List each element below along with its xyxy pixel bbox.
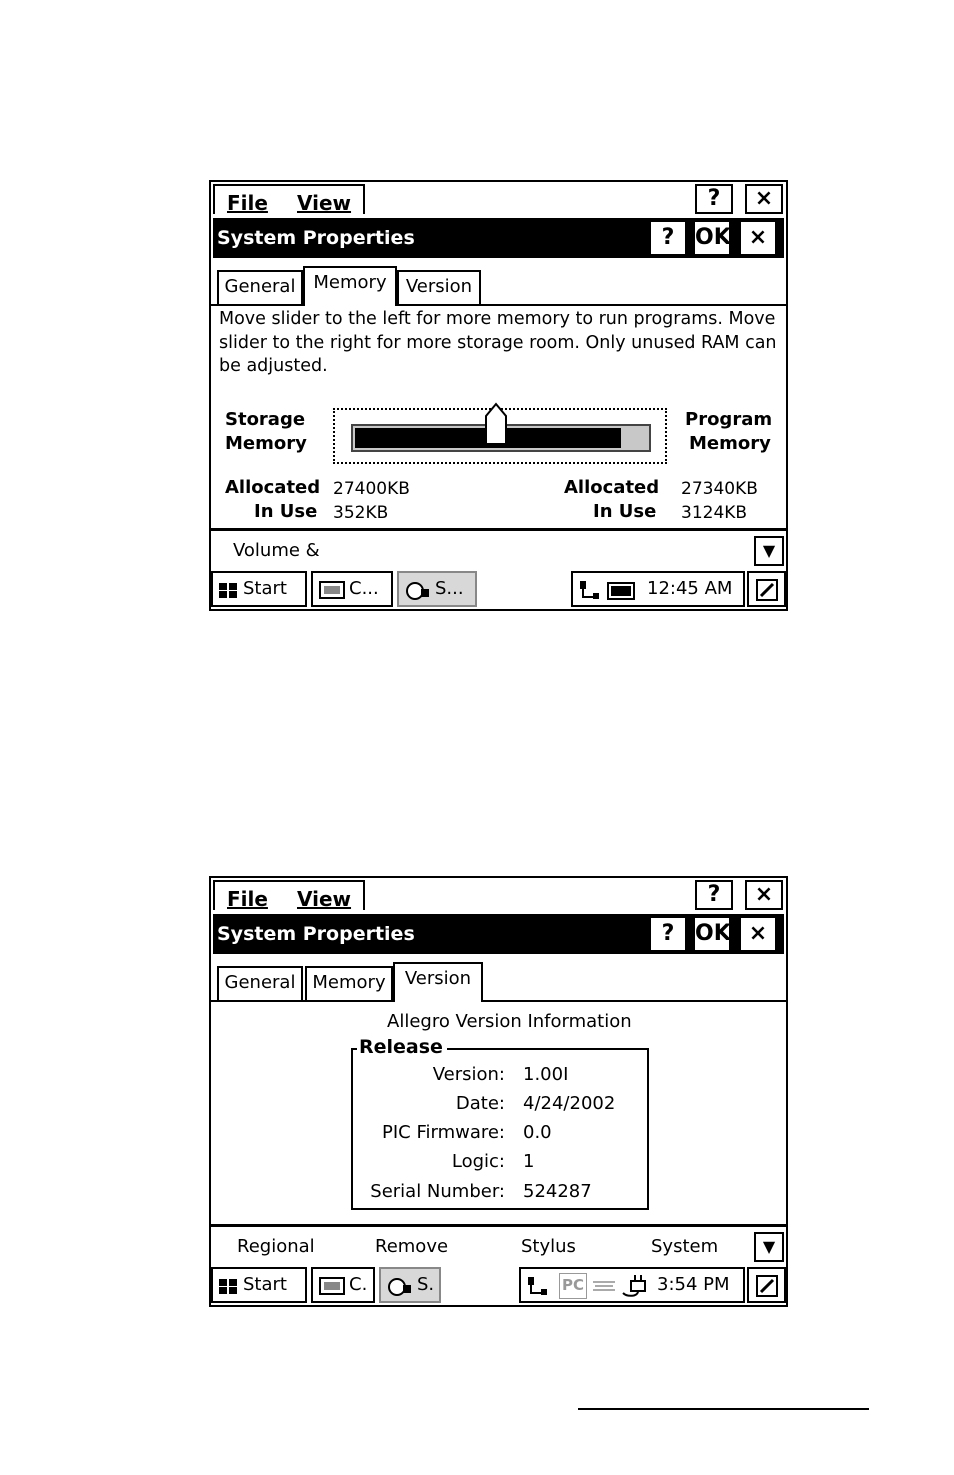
window-title: System Properties [217, 923, 415, 945]
menu-bar [211, 182, 786, 216]
desktop-button[interactable] [747, 1267, 786, 1303]
storage-allocated-label: Allocated [225, 477, 321, 498]
separator [211, 528, 786, 531]
menubar-close-button[interactable]: × [745, 184, 783, 214]
memory-description: Move slider to the left for more memory to run programs. Move slider to the right for more storage room. Only unused RAM can be adjusted. [219, 309, 777, 376]
pc-card-icon[interactable]: PC [559, 1273, 587, 1299]
taskbar-task-system[interactable] [397, 571, 477, 607]
version-value: 1.00I [523, 1064, 569, 1085]
taskbar-task-system[interactable] [379, 1267, 441, 1303]
memory-slider[interactable] [333, 408, 667, 464]
desktop-button[interactable] [747, 571, 786, 607]
command-bar [211, 532, 786, 568]
tab-strip [211, 962, 786, 1002]
storage-label-2: Memory [225, 433, 307, 454]
file-menu[interactable]: File [227, 191, 268, 215]
windows-flag-icon [217, 580, 239, 600]
start-button[interactable] [211, 1267, 307, 1303]
separator [211, 1224, 786, 1227]
clock: 12:45 AM [647, 578, 733, 599]
tab-version[interactable]: Version [393, 962, 483, 1002]
control-panel-icon [319, 1277, 345, 1295]
title-help-button[interactable]: ? [651, 918, 685, 950]
title-bar [213, 914, 784, 954]
taskbar [211, 569, 786, 609]
program-allocated-label: Allocated [564, 477, 660, 498]
tab-strip [211, 266, 786, 306]
windows-flag-icon [217, 1276, 239, 1296]
power-plug-icon[interactable] [621, 1273, 649, 1299]
command-bar [211, 1228, 786, 1264]
pic-firmware-value: 0.0 [523, 1122, 552, 1143]
task1-label: C... [349, 578, 379, 599]
program-inuse-value: 3124KB [681, 503, 748, 523]
memory-tab-screenshot [209, 180, 788, 611]
version-tab-screenshot [209, 876, 788, 1307]
taskbar [211, 1265, 786, 1305]
menu-group [213, 184, 365, 214]
network-icon[interactable] [577, 579, 601, 601]
serial-number-key: Serial Number: [370, 1181, 505, 1202]
pencil-icon [755, 1274, 779, 1298]
menu-bar [211, 878, 786, 912]
release-group [351, 1036, 649, 1210]
system-icon [405, 581, 431, 601]
release-group-title: Release [357, 1036, 447, 1058]
ok-button[interactable]: OK [695, 918, 729, 950]
ok-button[interactable]: OK [695, 222, 729, 254]
program-inuse-label: In Use [593, 501, 657, 522]
tab-version[interactable]: Version [397, 270, 481, 304]
system-tray [519, 1267, 745, 1303]
footer-rule [578, 1408, 869, 1410]
control-panel-icon [319, 581, 345, 599]
program-label: Program [685, 409, 773, 430]
volume-command[interactable]: Volume & [233, 540, 320, 561]
date-value: 4/24/2002 [523, 1093, 616, 1114]
start-label: Start [243, 1274, 287, 1295]
task1-label: C. [349, 1274, 368, 1295]
title-bar [213, 218, 784, 258]
clock: 3:54 PM [657, 1274, 730, 1295]
slider-thumb[interactable] [484, 402, 508, 446]
storage-allocated-value: 27400KB [333, 479, 410, 499]
system-icon [387, 1277, 413, 1297]
version-heading: Allegro Version Information [387, 1011, 632, 1032]
menubar-help-button[interactable]: ? [695, 184, 733, 214]
view-menu[interactable]: View [297, 191, 352, 215]
tab-memory[interactable]: Memory [303, 266, 397, 306]
menubar-close-button[interactable]: × [745, 880, 783, 910]
title-close-button[interactable]: × [741, 222, 775, 254]
task2-label: S. [417, 1274, 435, 1295]
infrared-icon[interactable] [591, 1277, 617, 1295]
taskbar-task-control-panel[interactable] [311, 571, 393, 607]
logic-value: 1 [523, 1151, 535, 1172]
tab-general[interactable]: General [217, 270, 303, 304]
program-allocated-value: 27340KB [681, 479, 758, 499]
system-command[interactable]: System [651, 1236, 719, 1257]
remove-command[interactable]: Remove [375, 1236, 449, 1257]
version-key: Version: [432, 1064, 505, 1085]
serial-number-value: 524287 [523, 1181, 592, 1202]
view-menu[interactable]: View [297, 887, 352, 911]
window-title: System Properties [217, 227, 415, 249]
storage-label: Storage [225, 409, 306, 430]
storage-inuse-value: 352KB [333, 503, 389, 523]
stylus-command[interactable]: Stylus [521, 1236, 576, 1257]
start-label: Start [243, 578, 287, 599]
title-help-button[interactable]: ? [651, 222, 685, 254]
title-close-button[interactable]: × [741, 918, 775, 950]
tab-general[interactable]: General [217, 966, 303, 1000]
chevron-down-icon[interactable]: ▼ [754, 1232, 784, 1262]
file-menu[interactable]: File [227, 887, 268, 911]
storage-inuse-label: In Use [254, 501, 318, 522]
menubar-help-button[interactable]: ? [695, 880, 733, 910]
system-tray [571, 571, 745, 607]
battery-icon[interactable] [607, 577, 637, 601]
task2-label: S... [435, 578, 464, 599]
start-button[interactable] [211, 571, 307, 607]
network-icon[interactable] [525, 1275, 549, 1297]
regional-command[interactable]: Regional [237, 1236, 315, 1257]
logic-key: Logic: [451, 1151, 505, 1172]
menu-group [213, 880, 365, 910]
pic-firmware-key: PIC Firmware: [381, 1122, 505, 1143]
chevron-down-icon[interactable]: ▼ [754, 536, 784, 566]
taskbar-task-control-panel[interactable] [311, 1267, 375, 1303]
program-label-2: Memory [689, 433, 771, 454]
tab-memory[interactable]: Memory [305, 966, 393, 1000]
pencil-icon [755, 578, 779, 602]
date-key: Date: [455, 1093, 505, 1114]
